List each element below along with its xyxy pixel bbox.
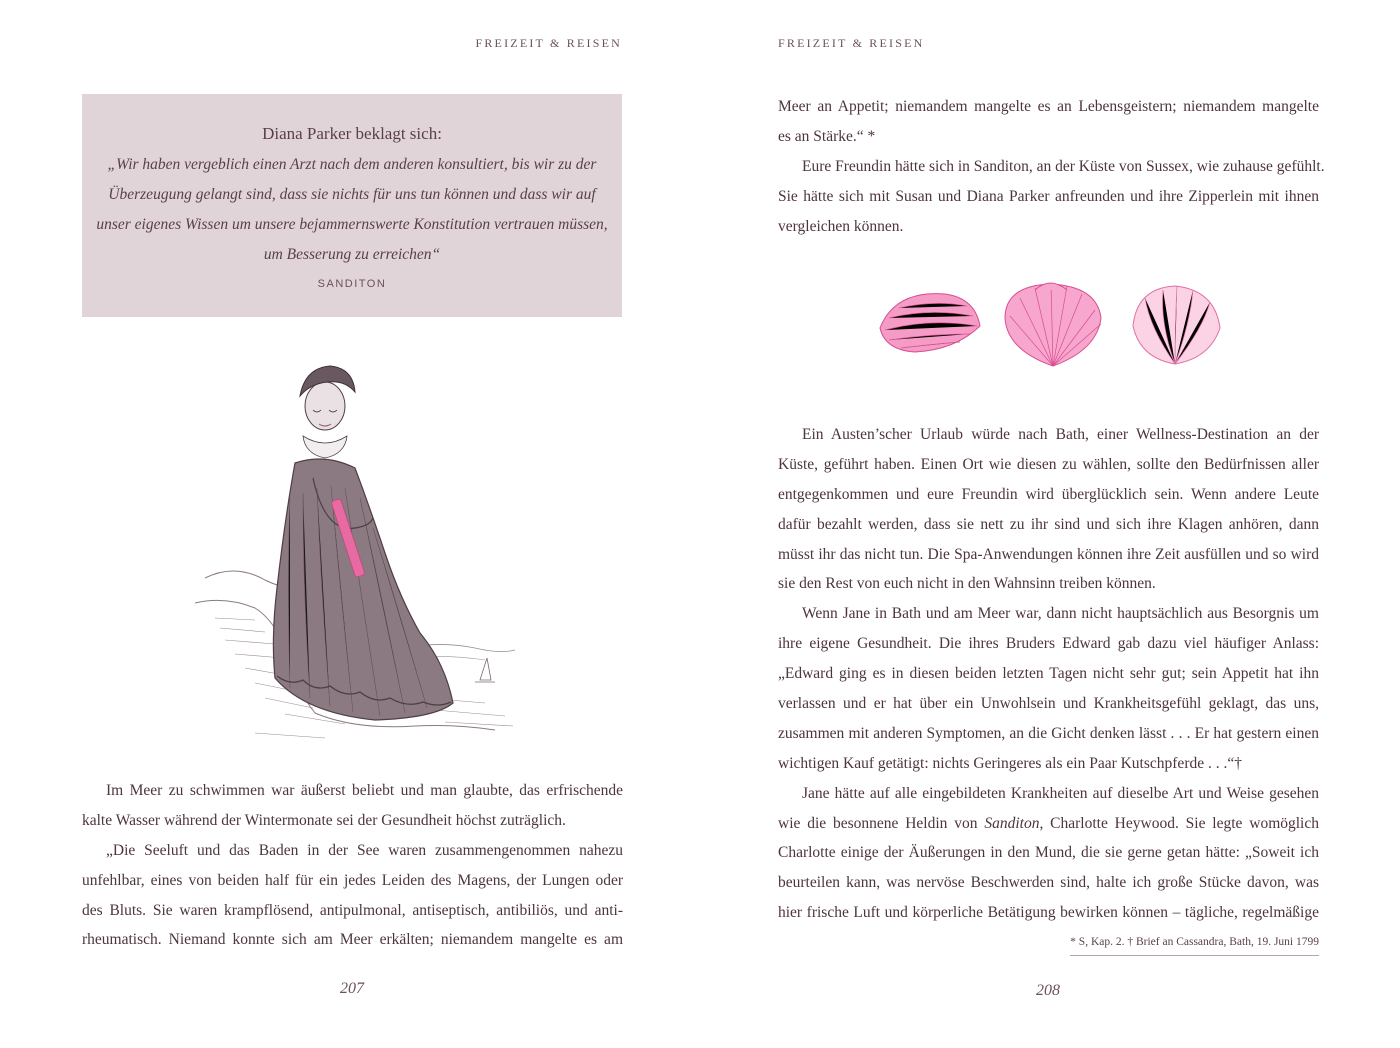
- woman-seated-engraving: [195, 358, 520, 743]
- text-line: hier frische Luft und körperliche Betätigung bewirken können – tägliche, regelmäßige: [778, 904, 1319, 922]
- quote-line: unser eigenes Wissen um unsere bejammernswerte Konstitution vertrauen müssen,: [96, 216, 608, 233]
- text-line: sie den Rest von euch nicht in den Wahnsinn treiben können.: [778, 575, 1156, 593]
- text-segment: , Charlotte Heywood. Sie legte womöglich: [1039, 814, 1319, 832]
- quote-line: um Besserung zu erreichen“: [263, 246, 441, 263]
- text-segment: wie die besonnene Heldin von: [778, 814, 985, 832]
- text-line: unfehlbar, eines von beiden half für ein jedes Leiden des Magens, der Lungen oder: [82, 871, 623, 889]
- page-number: 207: [340, 980, 364, 997]
- body-text-top: [778, 92, 1325, 241]
- text-line: zusammen mit anderen Symptomen, an die Gicht denken lässt . . . Er hat gestern einen: [778, 724, 1319, 742]
- quote-intro: Diana Parker beklagt sich:: [262, 124, 442, 143]
- text-line: Im Meer zu schwimmen war äußerst beliebt und man glaubte, das erfrischende: [106, 782, 623, 799]
- running-head: FREIZEIT & REISEN: [778, 36, 925, 50]
- footnote: * S, Kap. 2. † Brief an Cassandra, Bath, 19. Juni 1799: [1070, 936, 1319, 948]
- text-line: müsst ihr das nicht tun. Die Spa-Anwendungen können ihre Zeit ausfüllen und so wird: [778, 545, 1319, 563]
- text-line: des Bluts. Sie waren krampflösend, antipulmonal, antiseptisch, antibiliös, und anti-: [82, 901, 623, 919]
- running-head: FREIZEIT & REISEN: [475, 36, 622, 50]
- quote-line: Überzeugung gelangt sind, dass sie nichts für uns tun können und dass wir auf: [108, 186, 596, 203]
- text-line: „Die Seeluft und das Baden in der See waren zusammengenommen nahezu: [106, 841, 623, 859]
- three-pink-seashells: [875, 278, 1225, 370]
- quote-box: [82, 94, 622, 317]
- footnote-rule: [1070, 955, 1319, 956]
- text-line: Küste, geführt haben. Einen Ort wie diesen zu wählen, sollte den Bedürfnissen aller: [778, 455, 1319, 473]
- text-line: Sie hätte sich mit Susan und Diana Parker anfreunden und ihre Zipperlein mit ihnen: [778, 187, 1319, 205]
- text-line: Meer an Appetit; niemandem mangelte es an Lebensgeistern; niemandem mangelte: [778, 98, 1319, 115]
- text-line: „Edward ging es in diesen beiden letzten Tagen nicht sehr gut; sein Appetit hat ihn: [778, 665, 1319, 683]
- quote-source: SANDITON: [317, 278, 387, 290]
- text-line: Eure Freundin hätte sich in Sanditon, an der Küste von Sussex, wie zuhause gefühlt.: [802, 157, 1325, 175]
- text-line: entgegenkommen und eure Freundin wird überglücklich sein. Wenn andere Leute: [778, 485, 1319, 503]
- text-line: Jane hätte auf alle eingebildeten Krankheiten auf dieselbe Art und Weise gesehen: [802, 784, 1319, 802]
- text-line: Wenn Jane in Bath und am Meer war, dann nicht hauptsächlich aus Besorgnis um: [802, 605, 1319, 623]
- text-line: Ein Austen’scher Urlaub würde nach Bath, einer Wellness-Destination an der: [802, 426, 1319, 443]
- text-line: rheumatisch. Niemand konnte sich am Meer erkälten; niemandem mangelte es am: [82, 931, 623, 949]
- footnote-area: [1070, 934, 1319, 956]
- text-line: wichtigen Kauf getätigt: nichts Geringeres als ein Paar Kutschpferde . . .“†: [778, 754, 1242, 772]
- text-line: vergleichen können.: [778, 217, 904, 235]
- text-line: dafür bezahlt werden, dass sie nett zu ihr sind und sich ihre Klagen anhören, dann: [778, 515, 1319, 533]
- quote-line: „Wir haben vergeblich einen Arzt nach dem anderen konsultiert, bis wir zu der: [107, 156, 597, 173]
- text-line: kalte Wasser während der Wintermonate sei der Gesundheit höchst zuträglich.: [82, 811, 566, 829]
- text-line: Charlotte einige der Äußerungen in den Mund, die sie gerne getan hätte: „Soweit ich: [778, 844, 1319, 862]
- text-line: ihre eigene Gesundheit. Die ihres Bruders Edward gab dazu viel häufiger Anlass:: [778, 635, 1319, 653]
- text-line: es an Stärke.“ *: [778, 127, 876, 145]
- page-number: 208: [1036, 982, 1060, 999]
- text-line: beurteilen kann, was nervöse Beschwerden sind, halte ich große Stücke davon, was: [778, 874, 1319, 892]
- text-line-with-title: [778, 809, 1319, 839]
- text-line: verlassen und er hat über ein Unwohlsein und Krankheitsgefühl geklagt, das uns,: [778, 695, 1319, 713]
- body-text-bottom: [778, 420, 1319, 928]
- body-text: [82, 776, 623, 955]
- book-title: Sanditon: [984, 814, 1040, 832]
